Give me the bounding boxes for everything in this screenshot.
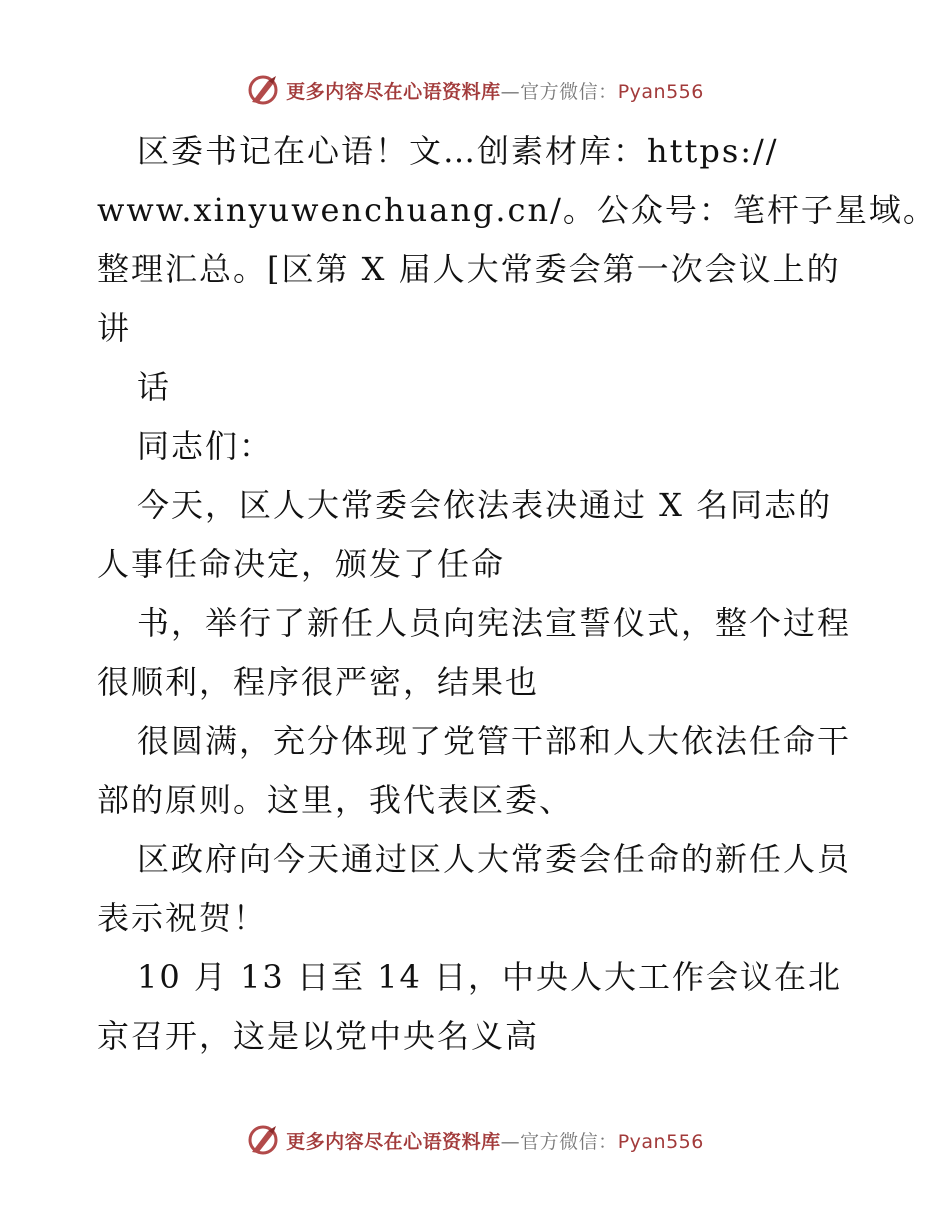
text-line: 10 月 13 日至 14 日，中央人大工作会议在北 xyxy=(137,958,843,996)
banner-dash: — xyxy=(500,1130,521,1153)
text-line: 表示祝贺！ xyxy=(97,899,268,937)
banner-wechat-label: 官方微信： xyxy=(520,1130,618,1153)
banner-wechat-id: Pyan556 xyxy=(617,80,704,103)
banner-text xyxy=(286,1127,704,1154)
salutation: 同志们： xyxy=(137,427,274,465)
text-line: 很顺利，程序很严密，结果也 xyxy=(97,663,540,701)
text-line: 区政府向今天通过区人大常委会任命的新任人员 xyxy=(137,840,852,878)
text-line: 很圆满，充分体现了党管干部和人大依法任命干 xyxy=(137,722,852,760)
banner-wechat-label: 官方微信： xyxy=(520,80,618,103)
text-line: 部的原则。这里，我代表区委、 xyxy=(97,781,574,819)
footer-banner xyxy=(0,1120,950,1160)
text-line: 京召开，这是以党中央名义高 xyxy=(97,1017,540,1055)
text-line: www.xinyuwenchuang.cn/。公众号：笔杆子星域。 xyxy=(97,191,937,229)
quill-pen-circle-icon xyxy=(246,73,280,107)
text-line: 讲 xyxy=(97,309,132,347)
text-line: 书，举行了新任人员向宪法宣誓仪式，整个过程 xyxy=(137,604,852,642)
text-line: 人事任命决定，颁发了任命 xyxy=(97,545,506,583)
text-line: 整理汇总。[区第 X 届人大常委会第一次会议上的 xyxy=(97,250,841,288)
banner-dash: — xyxy=(500,80,521,103)
banner-slogan: 更多内容尽在心语资料库 xyxy=(286,80,501,103)
document-body xyxy=(97,122,937,1066)
banner-text xyxy=(286,77,704,104)
header-banner xyxy=(0,70,950,110)
text-line: 话 xyxy=(137,368,172,406)
text-line: 今天，区人大常委会依法表决通过 X 名同志的 xyxy=(137,486,833,524)
quill-pen-circle-icon xyxy=(246,1123,280,1157)
banner-slogan: 更多内容尽在心语资料库 xyxy=(286,1130,501,1153)
banner-wechat-id: Pyan556 xyxy=(617,1130,704,1153)
text-line: 区委书记在心语！文…创素材库：https:// xyxy=(137,132,779,170)
